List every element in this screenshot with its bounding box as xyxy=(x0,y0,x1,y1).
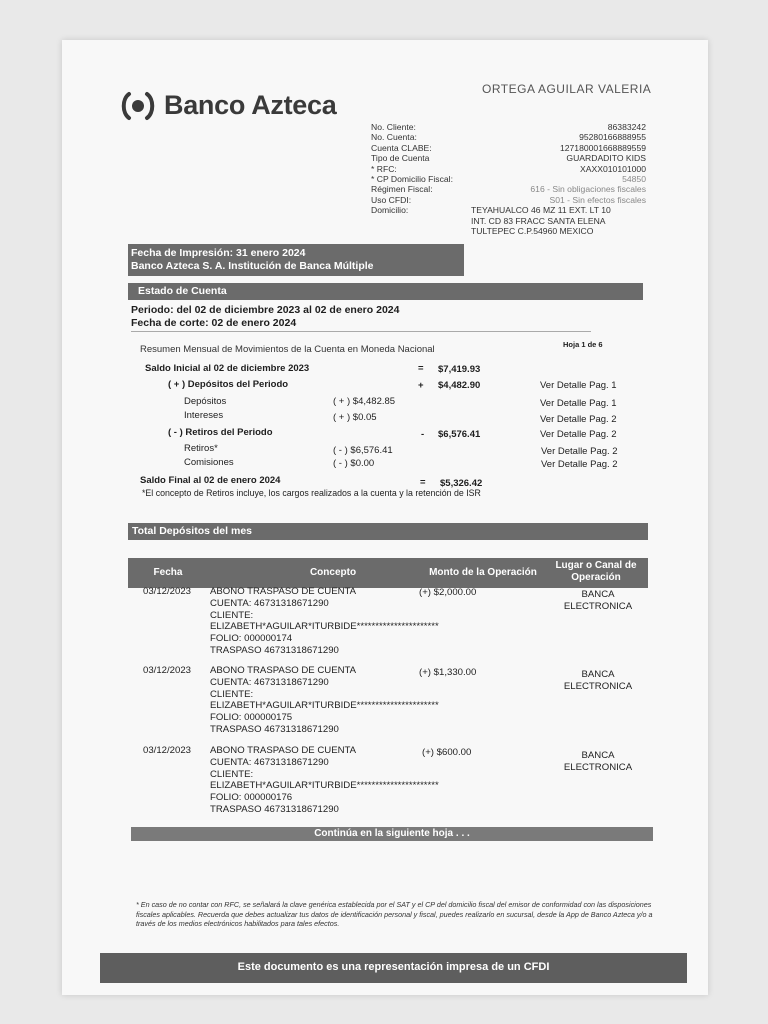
domicilio xyxy=(371,205,646,236)
row-monto: (+) $600.00 xyxy=(422,747,472,758)
depositos-periodo-value: $4,482.90 xyxy=(438,380,481,391)
retiros-ref: Ver Detalle Pag. 2 xyxy=(541,446,618,457)
row-fecha: 03/12/2023 xyxy=(143,665,192,676)
saldo-inicial-value: $7,419.93 xyxy=(438,364,481,375)
bank-logo-icon xyxy=(120,91,156,121)
client-info-label: * CP Domicilio Fiscal: xyxy=(371,174,453,185)
row-fecha: 03/12/2023 xyxy=(143,745,192,756)
client-info-row xyxy=(371,122,646,132)
column-header-fecha: Fecha xyxy=(153,567,183,578)
divider xyxy=(131,331,591,332)
continues-bar: Continúa en la siguiente hoja . . . xyxy=(131,827,653,841)
domicilio-line: TULTEPEC C.P.54960 MEXICO xyxy=(471,226,594,237)
retiros-note: *El concepto de Retiros incluye, los cargos realizados a la cuenta y la retención de ISR xyxy=(142,488,481,498)
depositos-periodo-ref: Ver Detalle Pag. 1 xyxy=(540,380,617,391)
retiros-periodo-sign: - xyxy=(421,429,425,440)
intereses-value: ( + ) $0.05 xyxy=(333,412,377,423)
depositos-label: Depósitos xyxy=(184,396,227,407)
saldo-final-label: Saldo Final al 02 de enero 2024 xyxy=(140,475,281,486)
intereses-label: Intereses xyxy=(184,410,224,421)
retiros-periodo-ref: Ver Detalle Pag. 2 xyxy=(540,429,617,440)
client-info-row xyxy=(371,174,646,184)
saldo-final-value: $5,326.42 xyxy=(440,478,483,489)
saldo-final-sign: = xyxy=(420,477,426,488)
column-header-monto: Monto de la Operación xyxy=(429,567,537,578)
comisiones-label: Comisiones xyxy=(184,457,234,468)
comisiones-ref: Ver Detalle Pag. 2 xyxy=(541,459,618,470)
client-info-row xyxy=(371,132,646,142)
retiros-value: ( - ) $6,576.41 xyxy=(333,445,393,456)
row-concepto: ABONO TRASPASO DE CUENTA CUENTA: 46731318671290 CLIENTE: ELIZABETH*AGUILAR*ITURBIDE********************** FOLIO: 000000174 TRASPASO 46731318671290 xyxy=(210,586,439,656)
client-info-label: No. Cliente: xyxy=(371,122,416,132)
print-info-bar xyxy=(128,244,464,276)
client-info-label: * RFC: xyxy=(371,163,397,174)
client-info-row xyxy=(371,195,646,205)
client-info-value: S01 - Sin efectos fiscales xyxy=(549,194,646,205)
client-info-label: Régimen Fiscal: xyxy=(371,184,433,195)
retiros-label: Retiros* xyxy=(184,443,218,454)
saldo-inicial-label: Saldo Inicial al 02 de diciembre 2023 xyxy=(145,363,310,374)
row-monto: (+) $1,330.00 xyxy=(419,667,477,678)
table-header xyxy=(128,558,648,588)
bank-name: Banco Azteca xyxy=(164,90,337,120)
row-canal: BANCA ELECTRONICA xyxy=(563,669,633,692)
row-canal: BANCA ELECTRONICA xyxy=(563,750,633,773)
domicilio-address xyxy=(471,205,611,236)
row-concepto: ABONO TRASPASO DE CUENTA CUENTA: 46731318671290 CLIENTE: ELIZABETH*AGUILAR*ITURBIDE********************** FOLIO: 000000176 TRASPASO 46731318671290 xyxy=(210,745,439,815)
column-header-canal: Lugar o Canal de Operación xyxy=(555,560,637,583)
domicilio-label: Domicilio: xyxy=(371,205,409,216)
depositos-periodo-sign: + xyxy=(418,380,424,391)
period: Periodo: del 02 de diciembre 2023 al 02 de enero 2024 xyxy=(131,304,400,316)
client-info-value: 86383242 xyxy=(607,122,646,132)
domicilio-line: INT. CD 83 FRACC SANTA ELENA xyxy=(471,215,606,226)
row-concepto: ABONO TRASPASO DE CUENTA CUENTA: 46731318671290 CLIENTE: ELIZABETH*AGUILAR*ITURBIDE********************** FOLIO: 000000175 TRASPASO 46731318671290 xyxy=(210,665,439,735)
saldo-inicial-sign: = xyxy=(418,363,424,374)
depositos-value: ( + ) $4,482.85 xyxy=(333,396,396,407)
estado-cuenta-bar: Estado de Cuenta xyxy=(128,283,643,300)
column-header-concepto: Concepto xyxy=(309,567,357,578)
cfdi-footer-bar: Este documento es una representación impresa de un CFDI xyxy=(100,953,687,983)
client-info-value: XAXX010101000 xyxy=(580,163,646,174)
retiros-periodo-value: $6,576.41 xyxy=(438,429,481,440)
period-info xyxy=(131,304,399,330)
institution-name: Banco Azteca S. A. Institución de Banca Múltiple xyxy=(131,260,374,272)
cut-date: Fecha de corte: 02 de enero 2024 xyxy=(131,317,297,329)
comisiones-value: ( - ) $0.00 xyxy=(333,458,375,469)
domicilio-line: TEYAHUALCO 46 MZ 11 EXT. LT 10 xyxy=(471,205,611,216)
print-date: Fecha de Impresión: 31 enero 2024 xyxy=(131,247,306,259)
summary-title: Resumen Mensual de Movimientos de la Cuenta en Moneda Nacional xyxy=(140,344,435,355)
client-info-label: Uso CFDI: xyxy=(371,194,412,205)
client-info-row xyxy=(371,153,646,163)
client-info-value: GUARDADITO KIDS xyxy=(566,153,646,164)
bank-logo xyxy=(120,90,336,121)
depositos-ref: Ver Detalle Pag. 1 xyxy=(540,398,617,409)
client-info-row xyxy=(371,184,646,194)
fiscal-footnote: * En caso de no contar con RFC, se señalará la clave genérica establecida por el SAT y el CP del domicilio fiscal del emisor de conformidad con las disposiciones fiscales aplicables. Recuerda que debes actualizar tus datos de identificación personal y fiscal, puedes realizarlo en sucursal, desde la App de Banco Azteca y/o a través de los medios electrónicos habilitados para tales efectos. xyxy=(136,900,653,929)
customer-name: ORTEGA AGUILAR VALERIA xyxy=(482,82,652,96)
row-monto: (+) $2,000.00 xyxy=(419,587,477,598)
client-info-row xyxy=(371,143,646,153)
client-info-value: 127180001668889559 xyxy=(559,142,646,153)
depositos-periodo-label: ( + ) Depósitos del Periodo xyxy=(168,379,289,390)
page-number: Hoja 1 de 6 xyxy=(563,340,603,349)
client-info-label: Cuenta CLABE: xyxy=(371,142,432,153)
intereses-ref: Ver Detalle Pag. 2 xyxy=(540,414,617,425)
client-info-row xyxy=(371,164,646,174)
row-canal: BANCA ELECTRONICA xyxy=(563,589,633,612)
client-info-label: Tipo de Cuenta xyxy=(371,153,430,164)
client-info-label: No. Cuenta: xyxy=(371,132,417,143)
client-info-value: 616 - Sin obligaciones fiscales xyxy=(530,184,646,195)
client-info xyxy=(371,122,646,236)
row-fecha: 03/12/2023 xyxy=(143,586,192,597)
client-info-value: 95280166888955 xyxy=(579,132,646,143)
client-info-value: 54850 xyxy=(622,174,646,185)
retiros-periodo-label: ( - ) Retiros del Periodo xyxy=(168,427,273,438)
total-depositos-bar: Total Depósitos del mes xyxy=(128,523,648,540)
